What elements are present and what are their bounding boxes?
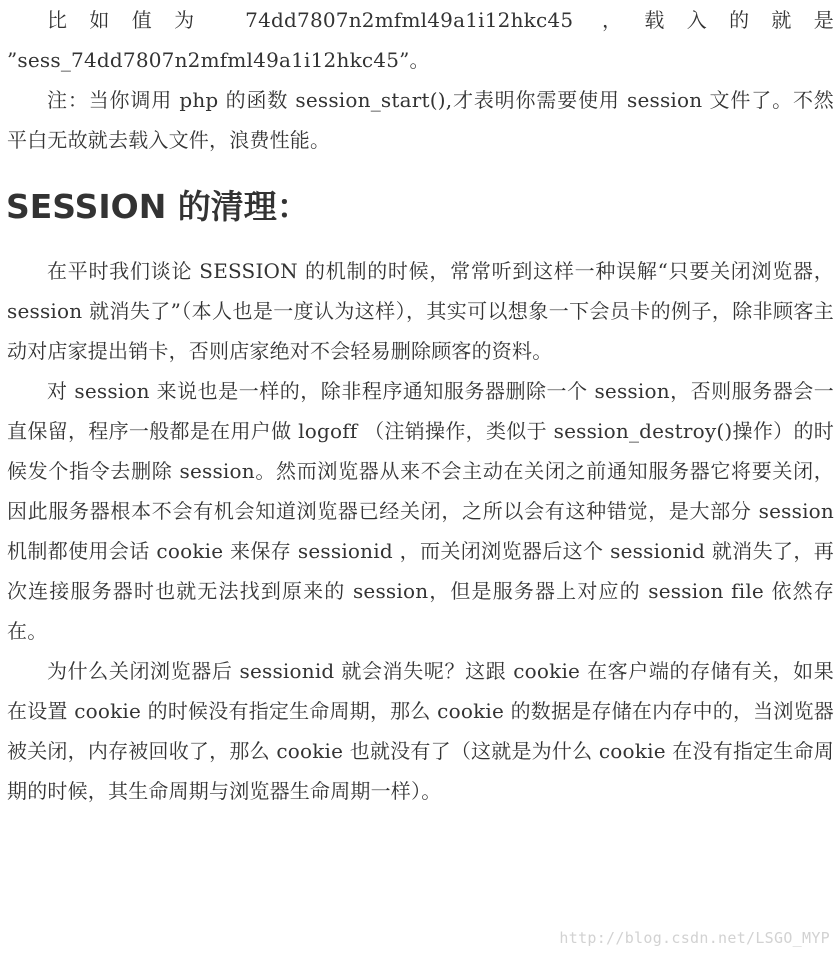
paragraph-session-start-note: 注：当你调用 php 的函数 session_start(),才表明你需要使用 session 文件了。不然平白无故就去载入文件，浪费性能。 <box>7 88 834 152</box>
paragraph-session-file-name: 比如值为 74dd7807n2mfml49a1i12hkc45 ，载入的就是 ”sess_74dd7807n2mfml49a1i12hkc45”。 <box>7 8 834 72</box>
paragraph-server-retention: 对 session 来说也是一样的，除非程序通知服务器删除一个 session，否则服务器会一直保留，程序一般都是在用户做 logoff （注销操作，类似于 session_destroy()操作）的时候发个指令去删除 session。然而浏览器从来不会主动在关闭之前通知服务器它将要关闭，因此服务器根本不会有机会知道浏览器已经关闭，之所以会有这种错觉，是大部分 session 机制都使用会话 cookie 来保存 sessionid ，而关闭浏览器后这个 sessionid 就消失了，再次连接服务器时也就无法找到原来的 session，但是服务器上对应的 session file 依然存在。 <box>7 379 834 643</box>
paragraph-misconception: 在平时我们谈论 SESSION 的机制的时候，常常听到这样一种误解“只要关闭浏览器，session 就消失了”（本人也是一度认为这样），其实可以想象一下会员卡的例子，除非顾客主动对店家提出销卡，否则店家绝对不会轻易删除顾客的资料。 <box>7 259 834 363</box>
blog-watermark: http://blog.csdn.net/LSGO_MYP <box>559 929 830 947</box>
paragraph-cookie-lifetime: 为什么关闭浏览器后 sessionid 就会消失呢？这跟 cookie 在客户端的存储有关，如果在设置 cookie 的时候没有指定生命周期，那么 cookie 的数据是存储在内存中的，当浏览器被关闭，内存被回收了，那么 cookie 也就没有了（这就是为什么 cookie 在没有指定生命周期的时候，其生命周期与浏览器生命周期一样）。 <box>7 659 834 803</box>
section-heading-session-cleanup: SESSION 的清理： <box>6 187 310 226</box>
